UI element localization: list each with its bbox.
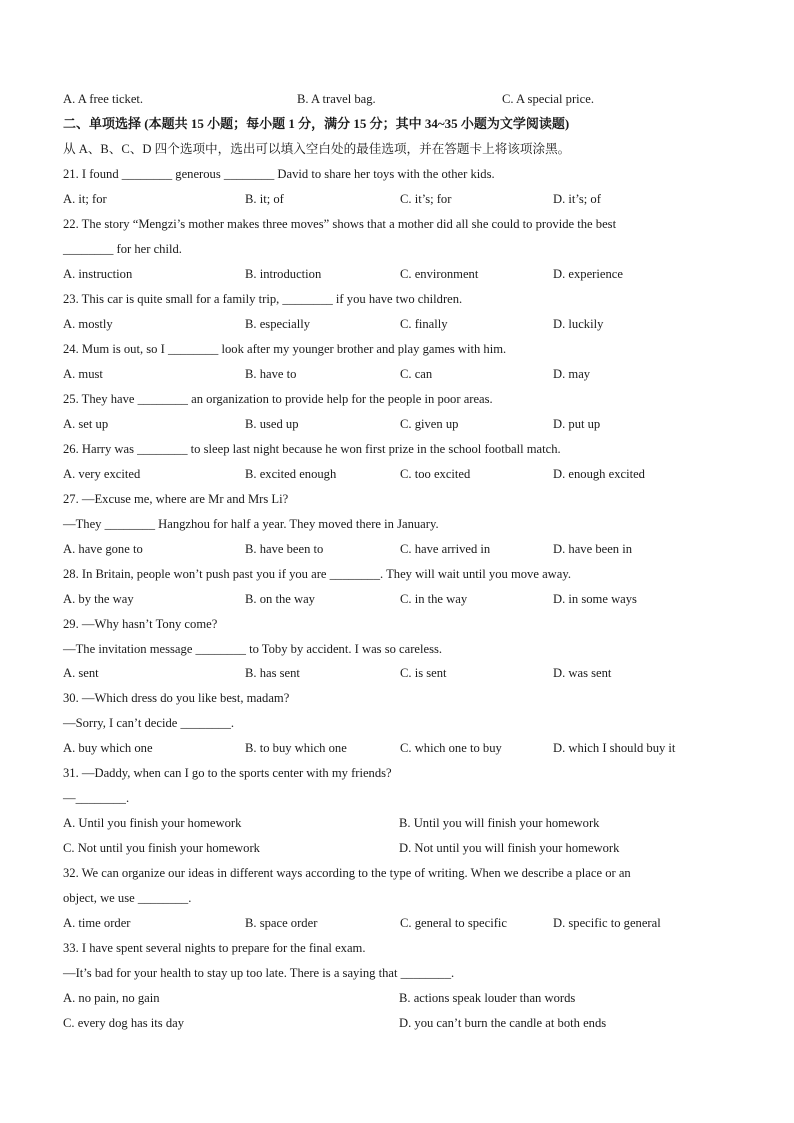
q33-option-d: D. you can’t burn the candle at both ends [399, 1016, 607, 1030]
q23-option-a: A. mostly [63, 317, 113, 331]
q26-option-c: C. too excited [400, 467, 471, 481]
q25-option-d: D. put up [553, 417, 601, 431]
q22-option-c: C. environment [400, 267, 479, 281]
q31-option-b: B. Until you will finish your homework [399, 816, 600, 830]
q31-option-d: D. Not until you will finish your homework [399, 841, 620, 855]
q21-option-c: C. it’s; for [400, 192, 452, 206]
q30-option-c: C. which one to buy [400, 741, 502, 755]
q27-stem-line2: —They ________ Hangzhou for half a year. They moved there in January. [63, 517, 439, 531]
q32-option-d: D. specific to general [553, 916, 661, 930]
q28-option-a: A. by the way [63, 592, 134, 606]
section-instruction: 从 A、B、C、D 四个选项中，选出可以填入空白处的最佳选项，并在答题卡上将该项涂黑。 [63, 142, 571, 156]
prev-option-c: C. A special price. [502, 92, 594, 106]
q30-option-a: A. buy which one [63, 741, 153, 755]
q29-stem-line1: 29. —Why hasn’t Tony come? [63, 617, 218, 631]
q25-option-b: B. used up [245, 417, 299, 431]
q29-stem-line2: —The invitation message ________ to Toby by accident. I was so careless. [63, 642, 443, 656]
q31-option-c: C. Not until you finish your homework [63, 841, 260, 855]
q21-option-a: A. it; for [63, 192, 107, 206]
prev-option-b: B. A travel bag. [297, 92, 376, 106]
q30-stem-line2: —Sorry, I can’t decide ________. [63, 716, 235, 730]
q26-option-d: D. enough excited [553, 467, 645, 481]
q32-stem-line2: object, we use ________. [63, 891, 192, 905]
q22-option-a: A. instruction [63, 267, 133, 281]
q25-option-a: A. set up [63, 417, 109, 431]
q30-option-d: D. which I should buy it [553, 741, 676, 755]
q21-option-d: D. it’s; of [553, 192, 601, 206]
q24-option-d: D. may [553, 367, 591, 381]
q22-option-d: D. experience [553, 267, 623, 281]
q27-stem-line1: 27. —Excuse me, where are Mr and Mrs Li? [63, 492, 289, 506]
q23-option-c: C. finally [400, 317, 448, 331]
q22-stem-line1: 22. The story “Mengzi’s mother makes three moves” shows that a mother did all she could to provide the best [63, 217, 617, 231]
q30-stem-line1: 30. —Which dress do you like best, madam? [63, 691, 290, 705]
q32-stem-line1: 32. We can organize our ideas in different ways according to the type of writing. When we describe a place or an [63, 866, 631, 880]
q24-option-c: C. can [400, 367, 433, 381]
q33-stem-line2: —It’s bad for your health to stay up too late. There is a saying that ________. [63, 966, 455, 980]
q30-option-b: B. to buy which one [245, 741, 347, 755]
q29-option-a: A. sent [63, 666, 99, 680]
q27-option-c: C. have arrived in [400, 542, 491, 556]
q28-stem: 28. In Britain, people won’t push past you if you are ________. They will wait until you move away. [63, 567, 571, 581]
q31-option-a: A. Until you finish your homework [63, 816, 242, 830]
q32-option-c: C. general to specific [400, 916, 508, 930]
q23-option-b: B. especially [245, 317, 311, 331]
q27-option-a: A. have gone to [63, 542, 143, 556]
q27-option-d: D. have been in [553, 542, 633, 556]
q23-stem: 23. This car is quite small for a family trip, ________ if you have two children. [63, 292, 463, 306]
q25-stem: 25. They have ________ an organization to provide help for the people in poor areas. [63, 392, 493, 406]
q24-stem: 24. Mum is out, so I ________ look after my younger brother and play games with him. [63, 342, 507, 356]
q28-option-d: D. in some ways [553, 592, 637, 606]
q33-option-c: C. every dog has its day [63, 1016, 185, 1030]
q33-option-a: A. no pain, no gain [63, 991, 160, 1005]
q23-option-d: D. luckily [553, 317, 604, 331]
q29-option-b: B. has sent [245, 666, 300, 680]
q29-option-c: C. is sent [400, 666, 447, 680]
q21-option-b: B. it; of [245, 192, 284, 206]
q31-stem-line2: —________. [63, 791, 130, 805]
q32-option-b: B. space order [245, 916, 318, 930]
q28-option-c: C. in the way [400, 592, 468, 606]
q24-option-a: A. must [63, 367, 103, 381]
q22-option-b: B. introduction [245, 267, 322, 281]
q26-stem: 26. Harry was ________ to sleep last night because he won first prize in the school football match. [63, 442, 561, 456]
q27-option-b: B. have been to [245, 542, 324, 556]
q25-option-c: C. given up [400, 417, 459, 431]
q33-stem-line1: 33. I have spent several nights to prepare for the final exam. [63, 941, 366, 955]
section-title: 二、单项选择 (本题共 15 小题；每小题 1 分，满分 15 分；其中 34~35 小题为文学阅读题) [63, 116, 570, 131]
q26-option-a: A. very excited [63, 467, 141, 481]
q21-stem: 21. I found ________ generous ________ David to share her toys with the other kids. [63, 167, 495, 181]
q33-option-b: B. actions speak louder than words [399, 991, 576, 1005]
prev-option-a: A. A free ticket. [63, 92, 144, 106]
q29-option-d: D. was sent [553, 666, 612, 680]
q22-stem-line2: ________ for her child. [63, 242, 182, 256]
q31-stem-line1: 31. —Daddy, when can I go to the sports center with my friends? [63, 766, 392, 780]
q28-option-b: B. on the way [245, 592, 315, 606]
q26-option-b: B. excited enough [245, 467, 337, 481]
q24-option-b: B. have to [245, 367, 297, 381]
q32-option-a: A. time order [63, 916, 131, 930]
